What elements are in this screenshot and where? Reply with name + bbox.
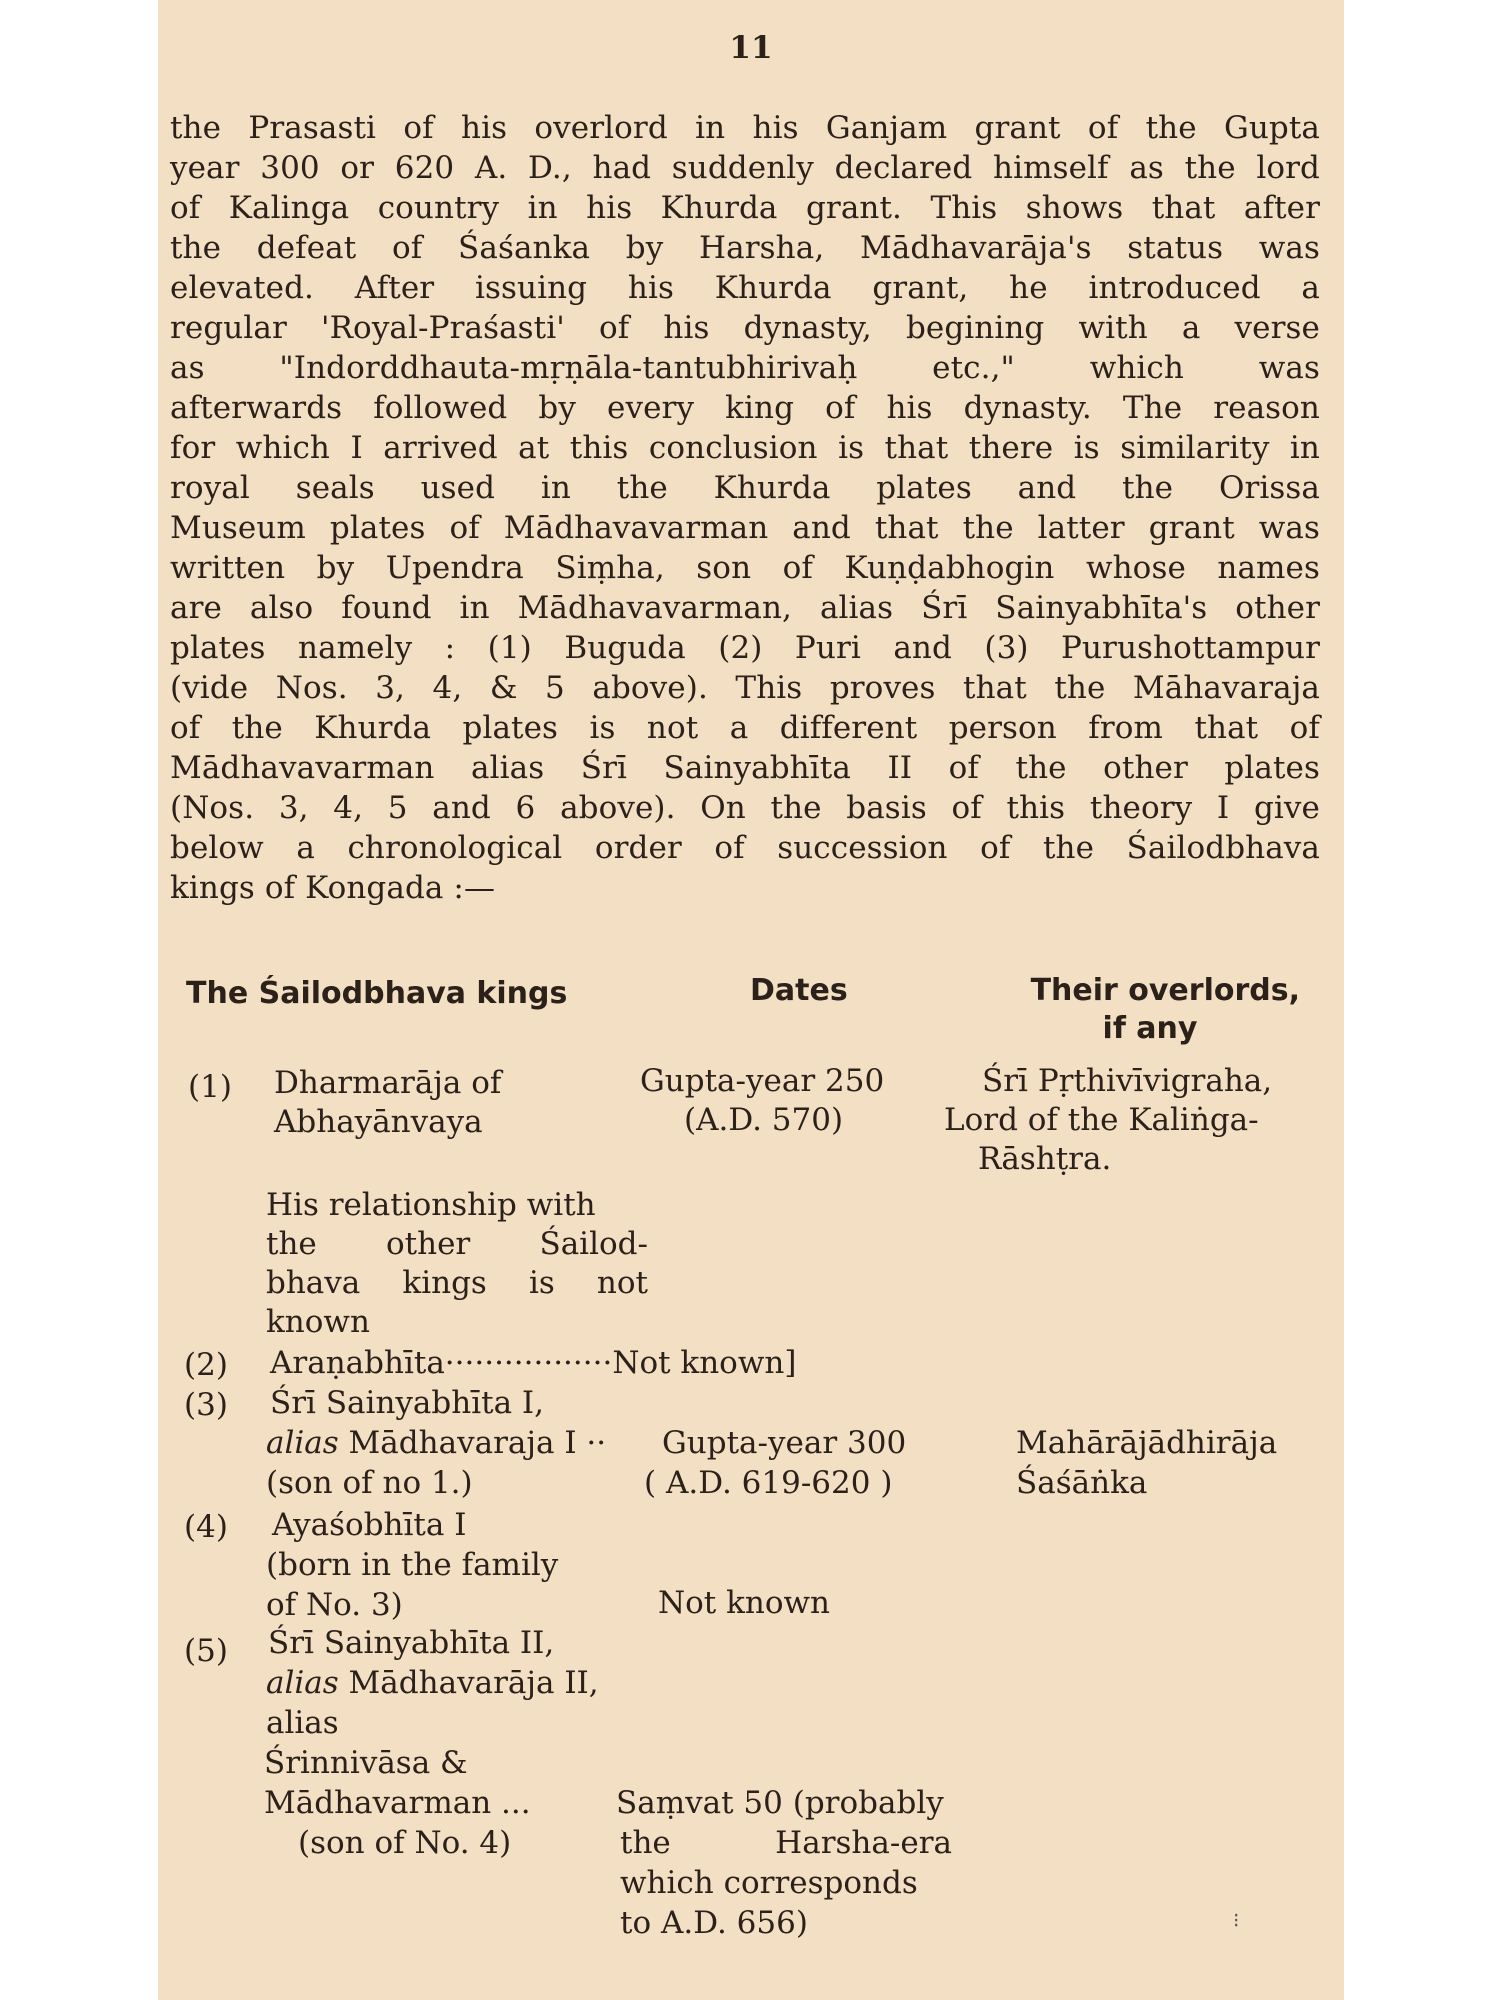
paragraph-line: of the Khurda plates is not a different person from that of (170, 710, 1320, 746)
row-number: (5) (184, 1633, 228, 1669)
row-number: (2) (184, 1347, 228, 1383)
king-name: Śrī Sainyabhīta II, (268, 1625, 555, 1661)
king-name: Ayaśobhīta I (272, 1507, 467, 1543)
alias-label: alias (266, 1425, 339, 1461)
paragraph-line: afterwards followed by every king of his dynasty. The reason (170, 390, 1320, 426)
paragraph-line: written by Upendra Siṃha, son of Kuṇḍabhogin whose names (170, 550, 1320, 586)
header-overlords-line2: if any (1102, 1011, 1198, 1046)
overlord-name: Rāshṭra. (978, 1141, 1112, 1177)
king-alias: Śrinnivāsa & (264, 1745, 468, 1781)
paragraph-line: of Kalinga country in his Khurda grant. This shows that after (170, 190, 1320, 226)
date-value: Gupta-year 300 (662, 1425, 907, 1461)
relationship-note: His relationship with (266, 1187, 596, 1223)
king-name: Śrī Sainyabhīta I, (270, 1385, 545, 1421)
date-value: Not known (658, 1585, 831, 1621)
paragraph-line: (Nos. 3, 4, 5 and 6 above). On the basis of this theory I give (170, 790, 1320, 826)
row-number: (4) (184, 1509, 228, 1545)
date-value: to A.D. 656) (620, 1905, 808, 1941)
date-value: ( A.D. 619-620 ) (644, 1465, 893, 1501)
king-name: Abhayānvaya (274, 1104, 483, 1140)
paragraph-line: (vide Nos. 3, 4, & 5 above). This proves that the Māhavaraja (170, 670, 1320, 706)
header-kings: The Śailodbhava kings (186, 976, 568, 1011)
page-number: 11 (729, 30, 773, 66)
overlord-name: Lord of the Kaliṅga- (944, 1102, 1259, 1138)
paragraph-line: as "Indorddhauta-mṛṇāla-tantubhirivaḥ etc.," which was (170, 350, 1320, 386)
row-number: (3) (184, 1387, 228, 1423)
header-dates: Dates (750, 973, 848, 1008)
paragraph-line: royal seals used in the Khurda plates and the Orissa (170, 470, 1320, 506)
relationship-note: bhava kings is not (266, 1265, 648, 1301)
paragraph-line: the Prasasti of his overlord in his Ganjam grant of the Gupta (170, 110, 1320, 146)
king-alias (266, 1424, 606, 1463)
king-parentage: (son of no 1.) (266, 1465, 473, 1501)
paragraph-line: regular 'Royal-Praśasti' of his dynasty, begining with a verse (170, 310, 1320, 346)
date-value: Saṃvat 50 (probably (616, 1785, 944, 1821)
alias-name: Mādhavaraja I ·· (338, 1425, 607, 1461)
date-value: Gupta-year 250 (640, 1063, 885, 1099)
paragraph-line: the defeat of Śaśanka by Harsha, Mādhavarāja's status was (170, 230, 1320, 266)
paragraph-line: Museum plates of Mādhavavarman and that the latter grant was (170, 510, 1320, 546)
paragraph-line: year 300 or 620 A. D., had suddenly declared himself as the lord (170, 150, 1320, 186)
paragraph-line: for which I arrived at this conclusion is that there is similarity in (170, 430, 1320, 466)
king-parentage: (born in the family (266, 1547, 559, 1583)
paragraph-line: Mādhavavarman alias Śrī Sainyabhīta II of the other plates (170, 750, 1320, 786)
king-parentage: of No. 3) (266, 1587, 403, 1623)
header-overlords: Their overlords, (1030, 973, 1300, 1008)
king-name: Araṇabhīta·················Not known] (270, 1345, 797, 1381)
row-number: (1) (188, 1069, 232, 1105)
relationship-note: the other Śailod- (266, 1226, 648, 1262)
overlord-name: Mahārājādhirāja (1016, 1425, 1278, 1461)
paragraph-line: elevated. After issuing his Khurda grant, he introduced a (170, 270, 1320, 306)
king-name: Dharmarāja of (274, 1065, 502, 1101)
date-value: (A.D. 570) (684, 1102, 844, 1138)
body-paragraph (170, 108, 1320, 908)
paragraph-line: below a chronological order of succession of the Śailodbhava (170, 830, 1320, 866)
date-value: the Harsha-era (620, 1825, 952, 1861)
overlord-name: Śrī Pṛthivīvigraha, (982, 1063, 1273, 1099)
king-alias: Mādhavarman ... (264, 1785, 531, 1821)
book-page (158, 0, 1344, 2000)
relationship-note: known (266, 1304, 370, 1340)
paragraph-line: are also found in Mādhavavarman, alias Śrī Sainyabhīta's other (170, 590, 1320, 626)
king-parentage: (son of No. 4) (298, 1825, 512, 1861)
overlord-name: Śaśāṅka (1016, 1465, 1148, 1501)
king-alias: alias (266, 1705, 339, 1741)
alias-label: alias (266, 1665, 339, 1701)
alias-name: Mādhavarāja II, (338, 1665, 599, 1701)
paragraph-line: plates namely : (1) Buguda (2) Puri and (3) Purushottampur (170, 630, 1320, 666)
paragraph-line: kings of Kongada :— (170, 870, 496, 906)
king-alias (266, 1664, 599, 1703)
date-value: which corresponds (620, 1865, 918, 1901)
stray-mark-icon: ⁝ (1233, 1908, 1240, 1932)
